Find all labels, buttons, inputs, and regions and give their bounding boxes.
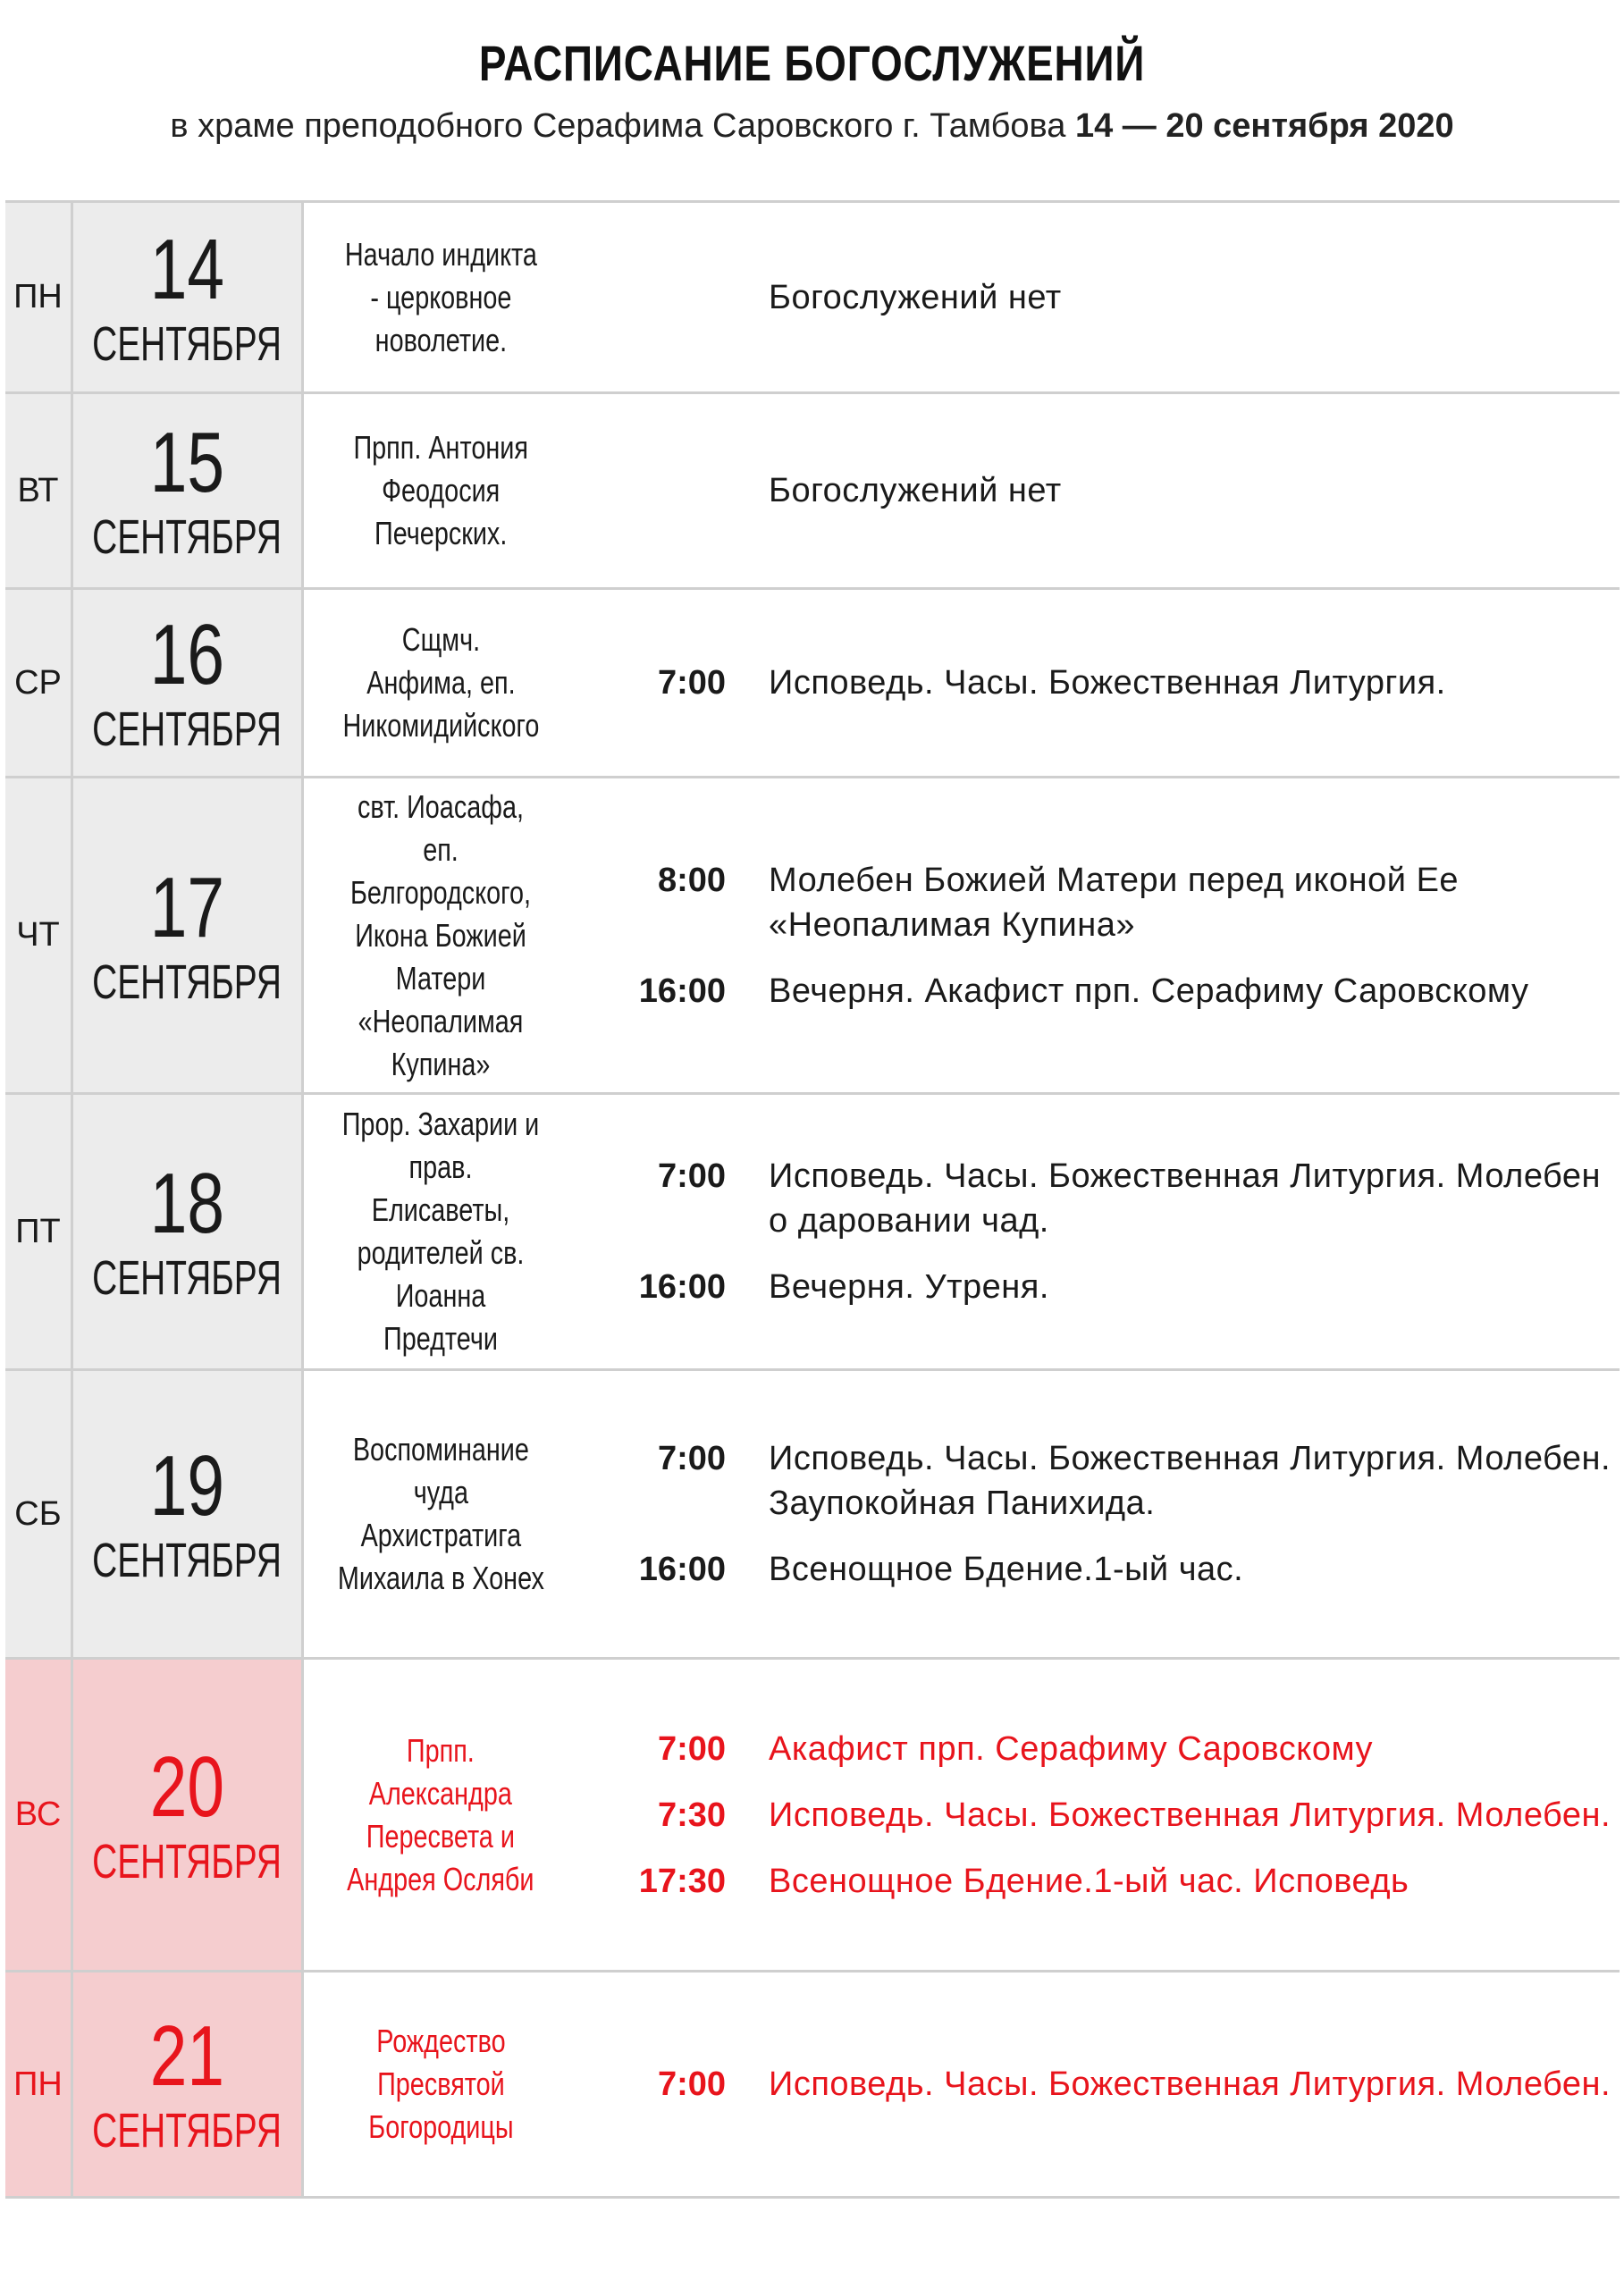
service-time: 8:00	[657, 861, 726, 899]
month-name: СЕНТЯБРЯ	[92, 316, 282, 371]
service-time: 16:00	[638, 1551, 726, 1588]
service-description: Всенощное Бдение.1-ый час.	[769, 1551, 1244, 1588]
page-subtitle	[0, 107, 1624, 146]
service-item	[577, 1727, 1620, 1771]
service-item	[577, 2062, 1620, 2107]
service-item	[577, 1265, 1620, 1309]
service-description: Исповедь. Часы. Божественная Литургия. Молебен о даровании чад.	[769, 1157, 1601, 1240]
service-time: 16:00	[638, 1268, 726, 1306]
service-item	[577, 969, 1620, 1014]
subtitle-dates: 14 — 20 сентября 2020	[1074, 107, 1454, 145]
page-title: РАСПИСАНИЕ БОГОСЛУЖЕНИЙ	[478, 35, 1146, 91]
weekday-label: СР	[5, 590, 73, 776]
services-cell	[577, 394, 1620, 587]
feast-cell	[304, 778, 577, 1092]
service-description: Исповедь. Часы. Божественная Литургия. Молебен. Заупокойная Панихида.	[769, 1440, 1611, 1522]
month-name: СЕНТЯБРЯ	[92, 1251, 282, 1305]
month-name: СЕНТЯБРЯ	[92, 510, 282, 564]
month-name: СЕНТЯБРЯ	[92, 955, 282, 1009]
feast-name: Рождество Пресвятой Богородицы	[367, 2023, 514, 2145]
weekday-label: ЧТ	[5, 778, 73, 1092]
weekday-label: ПН	[5, 203, 73, 391]
month-name: СЕНТЯБРЯ	[92, 2104, 282, 2158]
service-time: 16:00	[638, 972, 726, 1010]
feast-name: Прпп. Антония Феодосия Печерских.	[353, 429, 528, 551]
service-item	[577, 660, 1620, 705]
services-cell	[577, 203, 1620, 391]
feast-name: Прпп. Александра Пересвета и Андрея Осляби	[347, 1731, 534, 1897]
service-item	[577, 1547, 1620, 1592]
service-time: 17:30	[638, 1862, 726, 1900]
service-time: 7:30	[657, 1796, 726, 1834]
service-description: Богослужений нет	[769, 278, 1062, 316]
month-name: СЕНТЯБРЯ	[92, 1534, 282, 1587]
services-cell	[577, 1660, 1620, 1970]
service-description: Исповедь. Часы. Божественная Литургия. Молебен.	[769, 2065, 1611, 2103]
day-number: 16	[149, 607, 225, 702]
schedule-row	[5, 590, 1620, 778]
date-cell	[73, 778, 304, 1092]
service-item	[577, 1154, 1620, 1243]
weekday-label: ПТ	[5, 1095, 73, 1368]
feast-name: свт. Иоасафа, еп. Белгородского, Икона Божией Матери «Неопалимая Купина»	[349, 787, 532, 1082]
service-description: Исповедь. Часы. Божественная Литургия.	[769, 664, 1446, 702]
schedule-row	[5, 1973, 1620, 2199]
date-cell	[73, 1660, 304, 1970]
day-number: 15	[149, 415, 225, 510]
feast-cell	[304, 203, 577, 391]
date-cell	[73, 1371, 304, 1657]
day-number: 14	[149, 221, 225, 317]
schedule-row	[5, 394, 1620, 590]
weekday-label: ВС	[5, 1660, 73, 1970]
service-description: Молебен Божией Матери перед иконой Ее «Неопалимая Купина»	[769, 861, 1460, 944]
service-item	[577, 1793, 1620, 1838]
date-cell	[73, 1973, 304, 2196]
service-description: Всенощное Бдение.1-ый час. Исповедь	[769, 1862, 1409, 1900]
service-description: Богослужений нет	[769, 472, 1062, 509]
schedule-row	[5, 203, 1620, 394]
feast-cell	[304, 1371, 577, 1657]
schedule-row	[5, 1095, 1620, 1371]
feast-name: Воспоминание чуда Архистратига Михаила в Хонех	[337, 1431, 544, 1596]
day-number: 18	[149, 1156, 225, 1251]
feast-name: Сщмч. Анфима, еп. Никомидийского	[342, 621, 539, 744]
service-item	[577, 468, 1620, 513]
feast-cell	[304, 1095, 577, 1368]
schedule-table	[5, 200, 1620, 2199]
service-description: Вечерня. Акафист прп. Серафиму Саровскому	[769, 972, 1529, 1010]
day-number: 17	[149, 859, 225, 955]
feast-name: Прор. Захарии и прав. Елисаветы, родителей св. Иоанна Предтечи	[341, 1106, 540, 1357]
feast-cell	[304, 590, 577, 776]
service-description: Вечерня. Утреня.	[769, 1268, 1049, 1306]
feast-name: Начало индикта - церковное новолетие.	[344, 235, 537, 358]
day-number: 21	[149, 2008, 225, 2104]
date-cell	[73, 203, 304, 391]
date-cell	[73, 590, 304, 776]
service-item	[577, 275, 1620, 320]
date-cell	[73, 1095, 304, 1368]
service-time: 7:00	[657, 1157, 726, 1195]
schedule-row	[5, 1660, 1620, 1973]
subtitle-church: в храме преподобного Серафима Саровского г. Тамбова	[170, 107, 1066, 145]
feast-cell	[304, 1973, 577, 2196]
month-name: СЕНТЯБРЯ	[92, 1834, 282, 1888]
services-cell	[577, 778, 1620, 1092]
service-time: 7:00	[657, 1440, 726, 1477]
services-cell	[577, 1095, 1620, 1368]
service-item	[577, 858, 1620, 947]
service-item	[577, 1436, 1620, 1526]
services-cell	[577, 1973, 1620, 2196]
services-cell	[577, 1371, 1620, 1657]
day-number: 19	[149, 1438, 225, 1534]
service-time: 7:00	[657, 664, 726, 702]
feast-cell	[304, 1660, 577, 1970]
service-description: Акафист прп. Серафиму Саровскому	[769, 1729, 1374, 1768]
day-number: 20	[149, 1738, 225, 1835]
service-time: 7:00	[657, 2065, 726, 2103]
month-name: СЕНТЯБРЯ	[92, 702, 282, 756]
service-time: 7:00	[657, 1729, 726, 1768]
date-cell	[73, 394, 304, 587]
services-cell	[577, 590, 1620, 776]
service-description: Исповедь. Часы. Божественная Литургия. Молебен.	[769, 1796, 1611, 1834]
weekday-label: ВТ	[5, 394, 73, 587]
weekday-label: ПН	[5, 1973, 73, 2196]
schedule-row	[5, 1371, 1620, 1660]
service-item	[577, 1859, 1620, 1904]
feast-cell	[304, 394, 577, 587]
schedule-row	[5, 778, 1620, 1095]
weekday-label: СБ	[5, 1371, 73, 1657]
